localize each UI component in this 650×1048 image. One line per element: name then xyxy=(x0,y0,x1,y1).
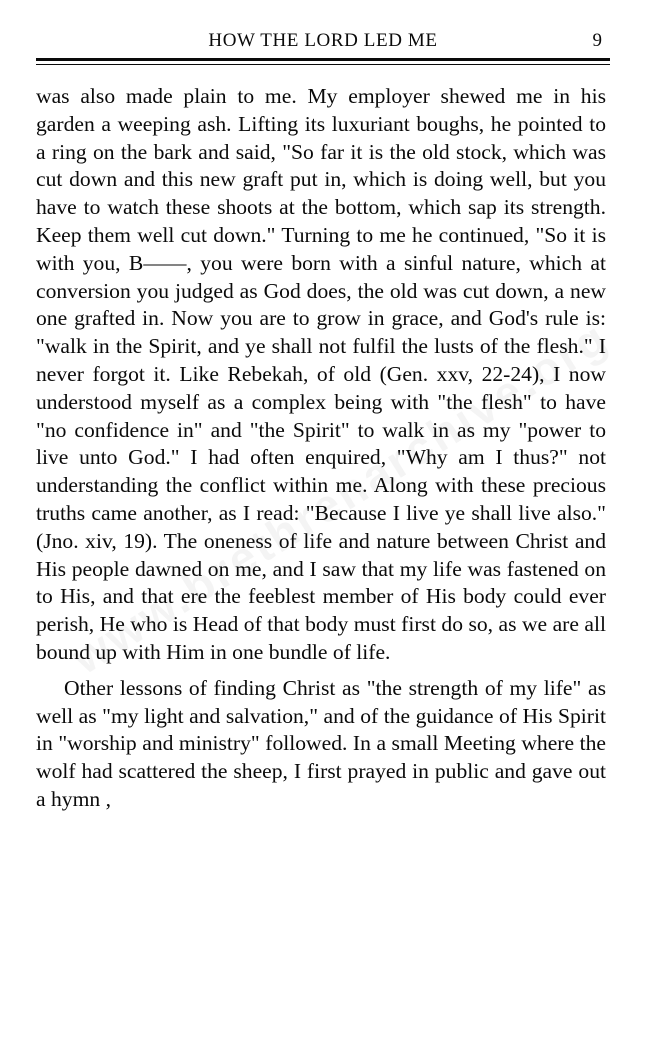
header-rule-thin xyxy=(36,64,610,65)
body-text xyxy=(36,83,606,814)
paragraph-1: was also made plain to me. My employer shewed me in his garden a weeping ash. Lifting its luxuriant boughs, he pointed to a ring on the bark and said, "So far it is the old stock, which was cut down and this new graft put in, which is doing well, but you have to watch these shoots at the bottom, which sap its strength. Keep them well cut down." Turning to me he continued, "So it is with you, B——, you were born with a sinful nature, which at conversion you judged as God does, the old was cut down, a new one grafted in. Now you are to grow in grace, and God's rule is: "walk in the Spirit, and ye shall not fulfil the lusts of the flesh." I never forgot it. Like Rebekah, of old (Gen. xxv, 22-24), I now understood myself as a complex being with "the flesh" to have "no confidence in" and "the Spirit" to walk in as my "power to live unto God." I had often enquired, "Why am I thus?" not understanding the conflict within me. Along with these precious truths came another, as I read: "Because I live ye shall live also." (Jno. xiv, 19). The oneness of life and nature between Christ and His people dawned on me, and I saw that my life was fastened on to His, and that ere the feeblest member of His body could ever perish, He who is Head of that body must first do so, as we are all bound up with Him in one bundle of life. xyxy=(36,84,606,664)
page-number: 9 xyxy=(592,30,602,51)
page-header xyxy=(36,28,610,56)
running-title: HOW THE LORD LED ME xyxy=(208,30,438,51)
paragraph-2: Other lessons of finding Christ as "the strength of my life" as well as "my light and salvation," and of the guidance of His Spirit in "worship and ministry" followed. In a small Meeting where the wolf had scattered the sheep, I first prayed in public and gave out a hymn , xyxy=(36,675,606,811)
header-rule-thick xyxy=(36,58,610,61)
